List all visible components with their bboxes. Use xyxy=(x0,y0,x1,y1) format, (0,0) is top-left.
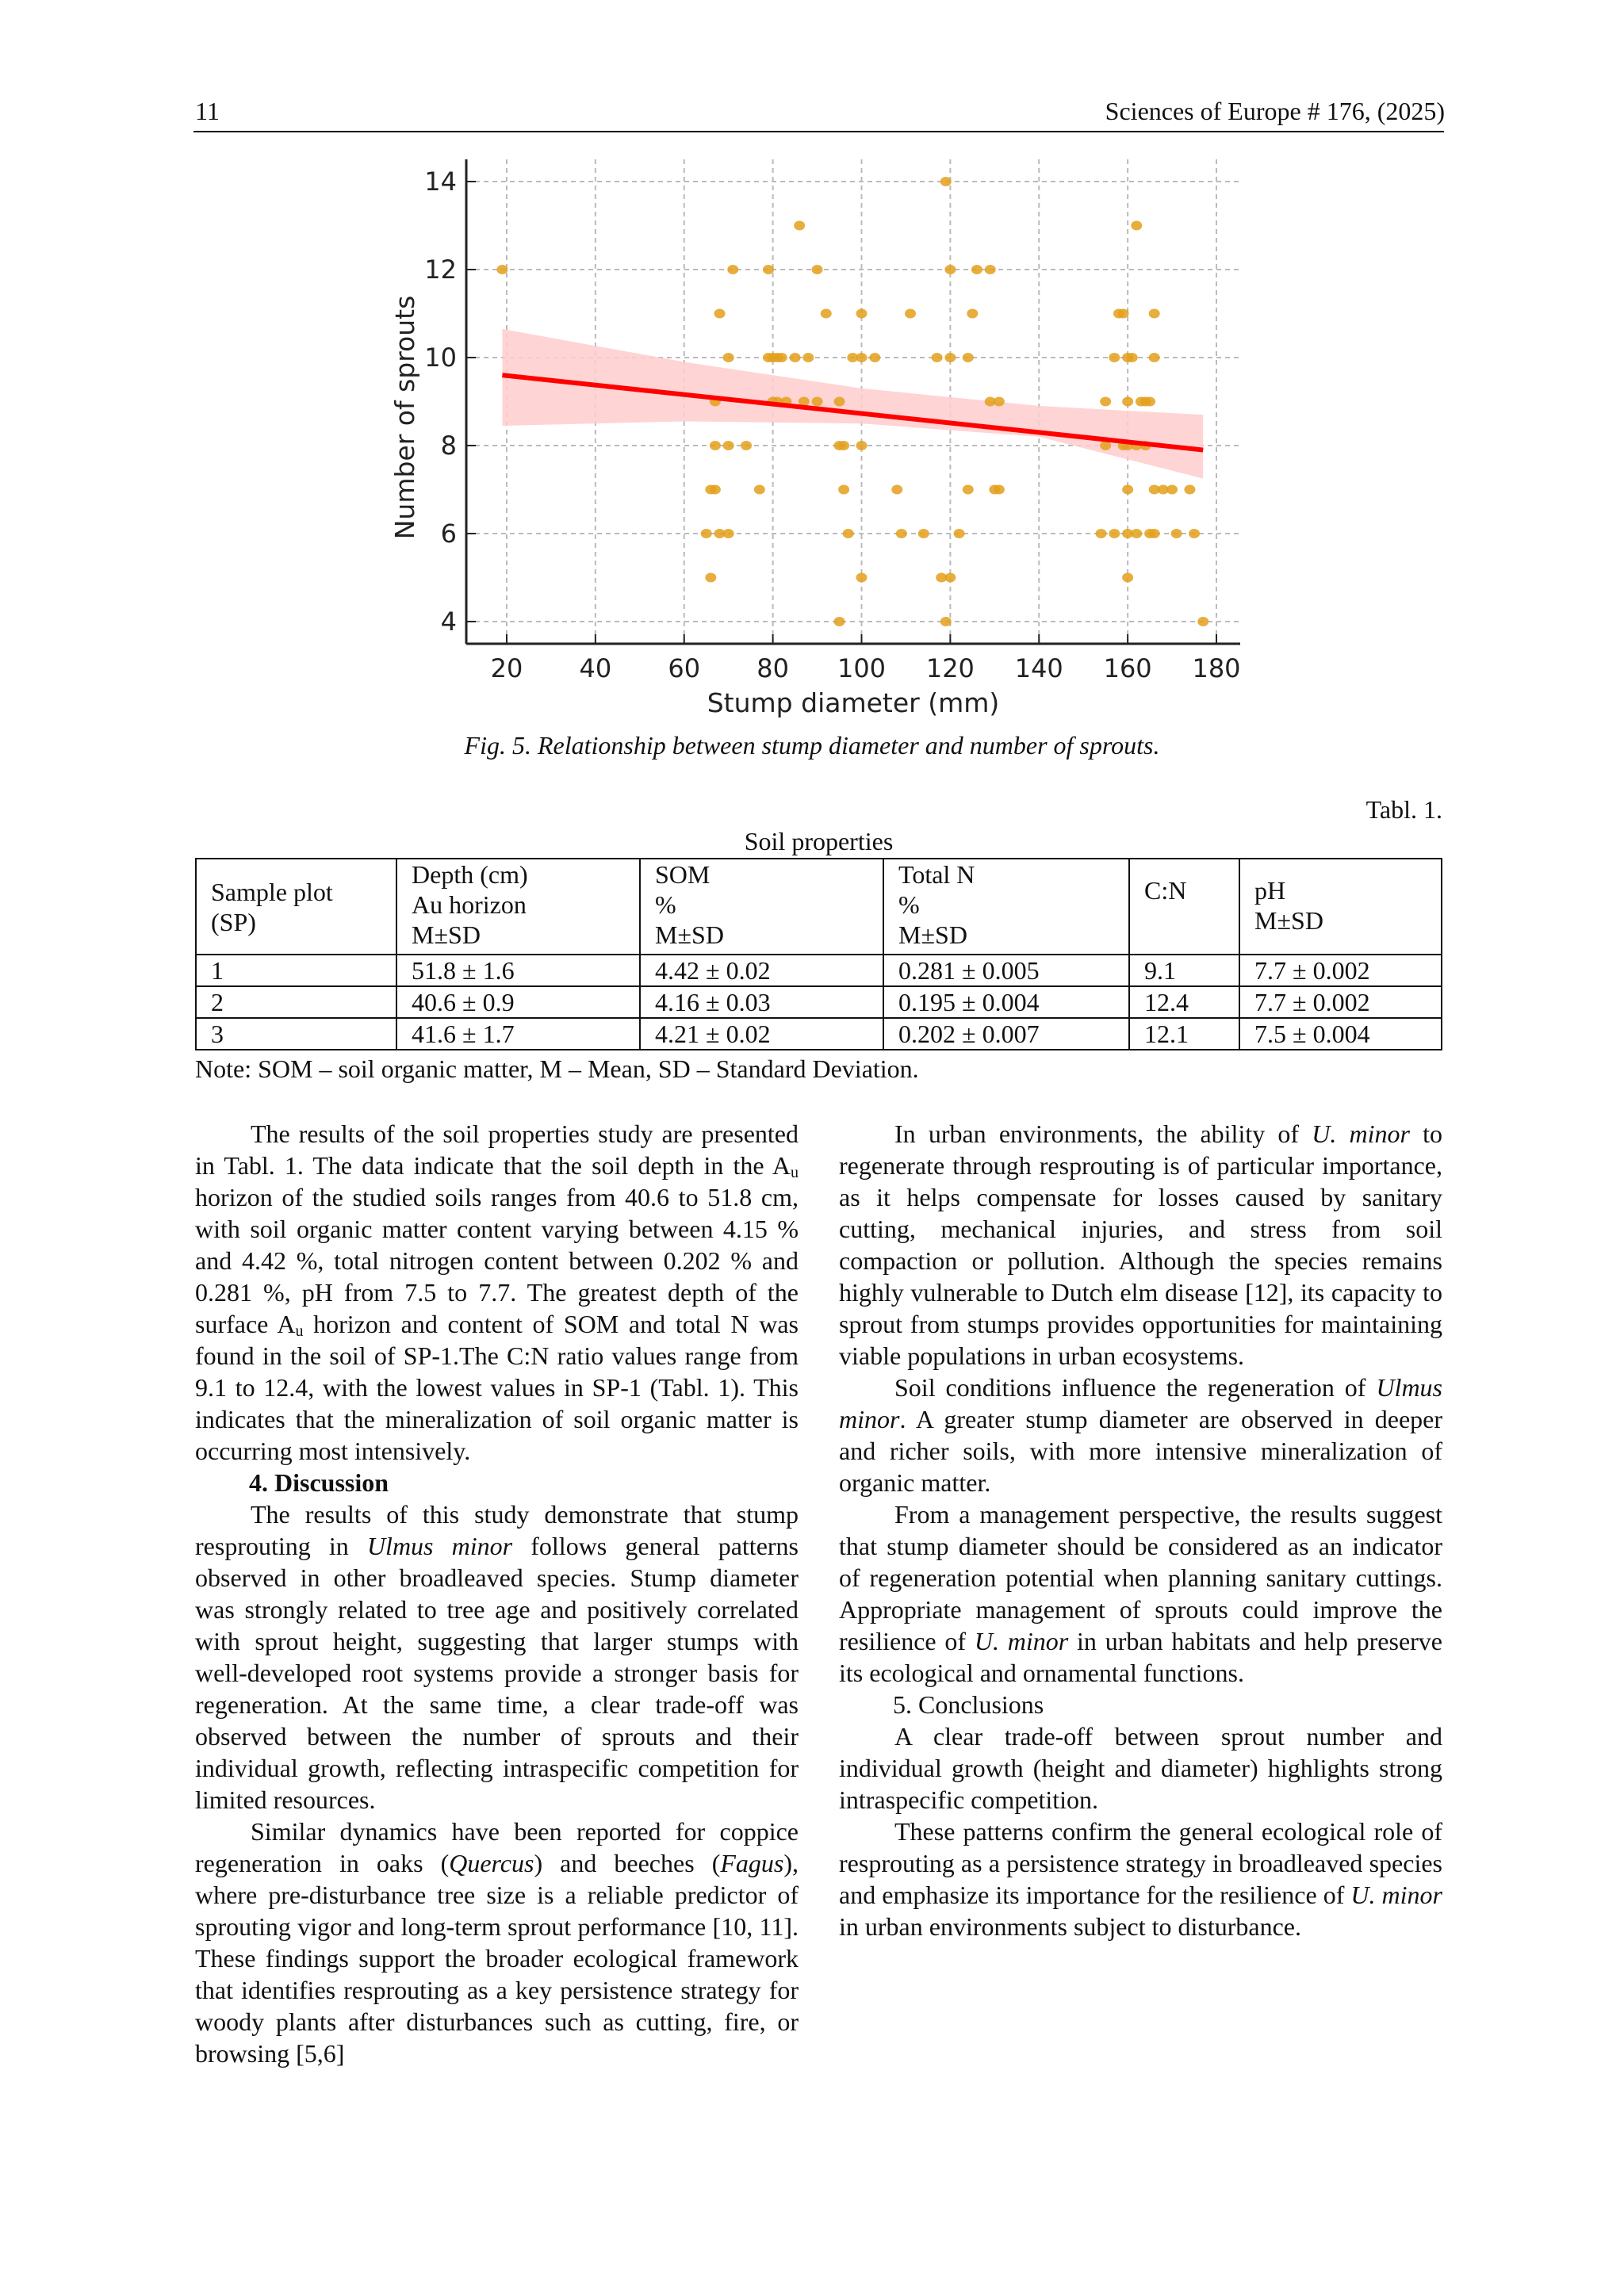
data-point xyxy=(954,529,965,538)
header-cell xyxy=(396,859,640,955)
data-point xyxy=(967,309,978,319)
header-line: Depth (cm) xyxy=(412,860,528,889)
paragraph xyxy=(839,1498,1442,1689)
data-point xyxy=(891,485,902,495)
soil-properties-table xyxy=(195,858,1442,1050)
data-point xyxy=(705,573,716,583)
data-point xyxy=(1197,617,1208,626)
text: to regenerate through resprouting is of particular importance, as it helps compensate for losses caused by sanitary cutting, mechanical injuries, and stress from soil compaction or pollution. Although the species remains highly vulnerable to Dutch elm disease [12], its capacity to sprout from stumps provides opportunities for maintaining viable populations in urban ecosystems. xyxy=(839,1119,1443,1370)
data-point xyxy=(985,265,996,274)
data-point xyxy=(940,617,952,626)
header-line: M±SD xyxy=(655,920,724,949)
data-point xyxy=(794,221,805,231)
paragraph xyxy=(195,1118,799,1467)
data-point xyxy=(905,309,916,319)
table-note: Note: SOM – soil organic matter, M – Mean, SD – Standard Deviation. xyxy=(195,1054,919,1083)
data-point xyxy=(812,265,823,274)
data-point xyxy=(1131,529,1142,538)
data-point xyxy=(754,485,765,495)
x-tick-label: 160 xyxy=(1103,653,1152,683)
data-point xyxy=(1189,529,1200,538)
paragraph xyxy=(839,1372,1442,1498)
table-title: Soil properties xyxy=(744,827,894,855)
section-heading-discussion: 4. Discussion xyxy=(249,1468,389,1497)
left-column xyxy=(195,1118,799,2069)
data-point xyxy=(710,441,721,450)
x-tick-label: 80 xyxy=(756,653,789,683)
text: Soil conditions influence the regeneration of xyxy=(894,1373,1377,1402)
x-tick-label: 40 xyxy=(579,653,612,683)
x-tick-label: 140 xyxy=(1014,653,1063,683)
cell: 4.21 ± 0.02 xyxy=(640,1018,883,1050)
data-point xyxy=(1122,485,1133,495)
right-column xyxy=(839,1118,1442,1942)
data-point xyxy=(843,529,854,538)
cell: 7.5 ± 0.004 xyxy=(1239,1018,1442,1050)
data-point xyxy=(1122,573,1133,583)
text: in urban environments subject to disturbance. xyxy=(839,1912,1301,1941)
header-line: M±SD xyxy=(898,920,967,949)
header-cell xyxy=(883,859,1129,955)
table-row xyxy=(196,986,1442,1018)
x-tick-label: 120 xyxy=(925,653,975,683)
cell: 0.202 ± 0.007 xyxy=(883,1018,1129,1050)
data-point xyxy=(1122,397,1133,407)
x-tick-label: 20 xyxy=(490,653,523,683)
data-point xyxy=(869,353,880,362)
header-line: pH xyxy=(1254,876,1286,905)
text: ), where pre-disturbance tree size is a reliable predictor of sprouting vigor and long-term sprout performance [10, 11]. These findings support the broader ecological framework that identifies resprouting as a key persistence strategy for woody plants after disturbances such as cutting, fire, or browsing [5,6] xyxy=(195,1849,799,2068)
y-tick-label: 12 xyxy=(424,254,457,285)
cell: 4.42 ± 0.02 xyxy=(640,955,883,986)
header-cell xyxy=(640,859,883,955)
text: Similar dynamics have been reported for coppice regeneration in oaks ( xyxy=(195,1817,799,1877)
data-point xyxy=(1131,221,1142,231)
paragraph xyxy=(839,1118,1442,1372)
data-point xyxy=(710,485,721,495)
data-point xyxy=(723,441,734,450)
cell: 7.7 ± 0.002 xyxy=(1239,986,1442,1018)
cell: 0.195 ± 0.004 xyxy=(883,986,1129,1018)
data-point xyxy=(790,353,801,362)
confidence-band xyxy=(502,329,1203,479)
data-point xyxy=(1149,353,1160,362)
header-line: Total N xyxy=(898,860,975,889)
y-axis-label: Number of sprouts xyxy=(389,295,420,540)
data-point xyxy=(1109,353,1120,362)
data-point xyxy=(741,441,752,450)
header-line: % xyxy=(898,890,920,919)
header-line: Sample plot xyxy=(211,877,333,906)
species-name: U. minor xyxy=(1350,1881,1443,1909)
table-row xyxy=(196,1018,1442,1050)
data-point xyxy=(1144,397,1155,407)
data-point xyxy=(1149,529,1160,538)
data-point xyxy=(1166,485,1178,495)
data-point xyxy=(714,309,726,319)
cell: 51.8 ± 1.6 xyxy=(396,955,640,986)
data-point xyxy=(896,529,907,538)
cell: 12.1 xyxy=(1129,1018,1239,1050)
y-tick-label: 4 xyxy=(440,607,457,637)
text: The results of the soil properties study are presented in Tabl. 1. The data indicate that the soil depth in the A xyxy=(195,1119,799,1180)
species-name: Ulmus minor xyxy=(839,1373,1442,1433)
data-point xyxy=(701,529,712,538)
data-point xyxy=(1118,309,1129,319)
species-name: U. minor xyxy=(974,1627,1069,1655)
x-tick-label: 60 xyxy=(668,653,701,683)
data-point xyxy=(776,353,787,362)
y-tick-label: 6 xyxy=(440,519,457,549)
data-point xyxy=(834,617,845,626)
header-line: (SP) xyxy=(211,907,256,936)
data-point xyxy=(856,441,868,450)
data-point xyxy=(834,397,845,407)
data-point xyxy=(802,353,814,362)
header-line: % xyxy=(655,890,676,919)
text: in urban habitats and help preserve its ecological and ornamental functions. xyxy=(839,1627,1443,1687)
data-point xyxy=(1109,529,1120,538)
header-line: SOM xyxy=(655,860,710,889)
cell: 40.6 ± 0.9 xyxy=(396,986,640,1018)
data-point xyxy=(944,573,956,583)
text: These patterns confirm the general ecological role of resprouting as a persistence strategy in broadleaved species and emphasize its importance for the resilience of xyxy=(839,1817,1442,1909)
data-point xyxy=(1171,529,1182,538)
table-header-row xyxy=(196,859,1442,955)
cell: 1 xyxy=(196,955,396,986)
genus-name: Fagus xyxy=(720,1849,784,1877)
section-heading-conclusions: 5. Conclusions xyxy=(893,1690,1044,1719)
paragraph xyxy=(839,1816,1442,1942)
cell: 9.1 xyxy=(1129,955,1239,986)
subscript: u xyxy=(295,1322,304,1340)
data-point xyxy=(856,309,868,319)
table-label: Tabl. 1. xyxy=(1365,795,1442,824)
data-point xyxy=(838,441,849,450)
data-point xyxy=(723,353,734,362)
data-point xyxy=(932,353,943,362)
data-point xyxy=(1184,485,1195,495)
data-point xyxy=(971,265,982,274)
data-point xyxy=(944,265,956,274)
header-line: M±SD xyxy=(412,920,481,949)
x-axis-label: Stump diameter (mm) xyxy=(707,687,1000,718)
table-row xyxy=(196,955,1442,986)
genus-name: Quercus xyxy=(449,1849,534,1877)
text: horizon of the studied soils ranges from 40.6 to 51.8 cm, with soil organic matter content varying between 4.15 % and 4.42 %, total nitrogen content between 0.202 % and 0.281 %, pH from 7.5 to 7.7. The greatest depth of the surface A xyxy=(195,1183,799,1338)
x-tick-label: 100 xyxy=(837,653,887,683)
cell: 41.6 ± 1.7 xyxy=(396,1018,640,1050)
header-line: C:N xyxy=(1144,876,1187,905)
data-point xyxy=(1127,353,1138,362)
species-name: U. minor xyxy=(1312,1119,1410,1148)
text: In urban environments, the ability of xyxy=(894,1119,1312,1148)
paragraph xyxy=(195,1498,799,1816)
data-point xyxy=(940,177,952,186)
data-point xyxy=(496,265,508,274)
text: ) and beeches ( xyxy=(534,1849,721,1877)
species-name: Ulmus minor xyxy=(366,1532,513,1560)
data-point xyxy=(918,529,929,538)
cell: 12.4 xyxy=(1129,986,1239,1018)
data-point xyxy=(723,529,734,538)
cell: 7.7 ± 0.002 xyxy=(1239,955,1442,986)
header-line: M±SD xyxy=(1254,906,1323,935)
figure-caption: Fig. 5. Relationship between stump diameter and number of sprouts. xyxy=(464,731,1160,760)
data-point xyxy=(963,353,974,362)
data-point xyxy=(1149,309,1160,319)
cell: 0.281 ± 0.005 xyxy=(883,955,1129,986)
data-point xyxy=(727,265,738,274)
data-point xyxy=(994,397,1005,407)
header-line: Au horizon xyxy=(412,890,527,919)
data-point xyxy=(856,573,868,583)
header-cell xyxy=(1129,859,1239,955)
cell: 3 xyxy=(196,1018,396,1050)
page-number: 11 xyxy=(195,97,220,125)
data-point xyxy=(994,485,1005,495)
data-point xyxy=(838,485,849,495)
x-tick-label: 180 xyxy=(1192,653,1241,683)
header-cell xyxy=(196,859,396,955)
y-tick-label: 14 xyxy=(424,166,457,197)
text: The results of this study demonstrate that stump resprouting in xyxy=(195,1500,799,1560)
data-point xyxy=(1100,397,1111,407)
data-point xyxy=(963,485,974,495)
y-tick-label: 8 xyxy=(440,430,457,461)
subscript: u xyxy=(791,1164,799,1181)
header-cell xyxy=(1239,859,1442,955)
paragraph xyxy=(195,1816,799,2069)
text: . A greater stump diameter are observed in deeper and richer soils, with more intensive mineralization of organic matter. xyxy=(839,1405,1442,1497)
data-point xyxy=(1096,529,1107,538)
y-tick-label: 10 xyxy=(424,342,457,373)
journal-title: Sciences of Europe # 176, (2025) xyxy=(1105,97,1445,125)
text: follows general patterns observed in other broadleaved species. Stump diameter was strongly related to tree age and positively correlated with sprout height, suggesting that larger stumps with well-developed root systems provide a stronger basis for regeneration. At the same time, a clear trade-off was observed between the number of sprouts and their individual growth, reflecting intraspecific competition for limited resources. xyxy=(195,1532,799,1814)
data-point xyxy=(821,309,832,319)
scatter-chart xyxy=(0,0,1624,721)
data-point xyxy=(763,265,774,274)
cell: 4.16 ± 0.03 xyxy=(640,986,883,1018)
data-point xyxy=(812,397,823,407)
text: horizon and content of SOM and total N was found in the soil of SP-1.The C:N ratio values range from 9.1 to 12.4, with the lowest values in SP-1 (Tabl. 1). This indicates that the mineralization of soil organic matter is occurring most intensively. xyxy=(195,1310,799,1465)
data-point xyxy=(944,353,956,362)
data-point xyxy=(856,353,868,362)
paragraph: A clear trade-off between sprout number and individual growth (height and diameter) highlights strong intraspecific competition. xyxy=(839,1722,1442,1814)
text: From a management perspective, the results suggest that stump diameter should be considered as an indicator of regeneration potential when planning sanitary cuttings. Appropriate management of sprouts could improve the resilience of xyxy=(839,1500,1442,1655)
cell: 2 xyxy=(196,986,396,1018)
